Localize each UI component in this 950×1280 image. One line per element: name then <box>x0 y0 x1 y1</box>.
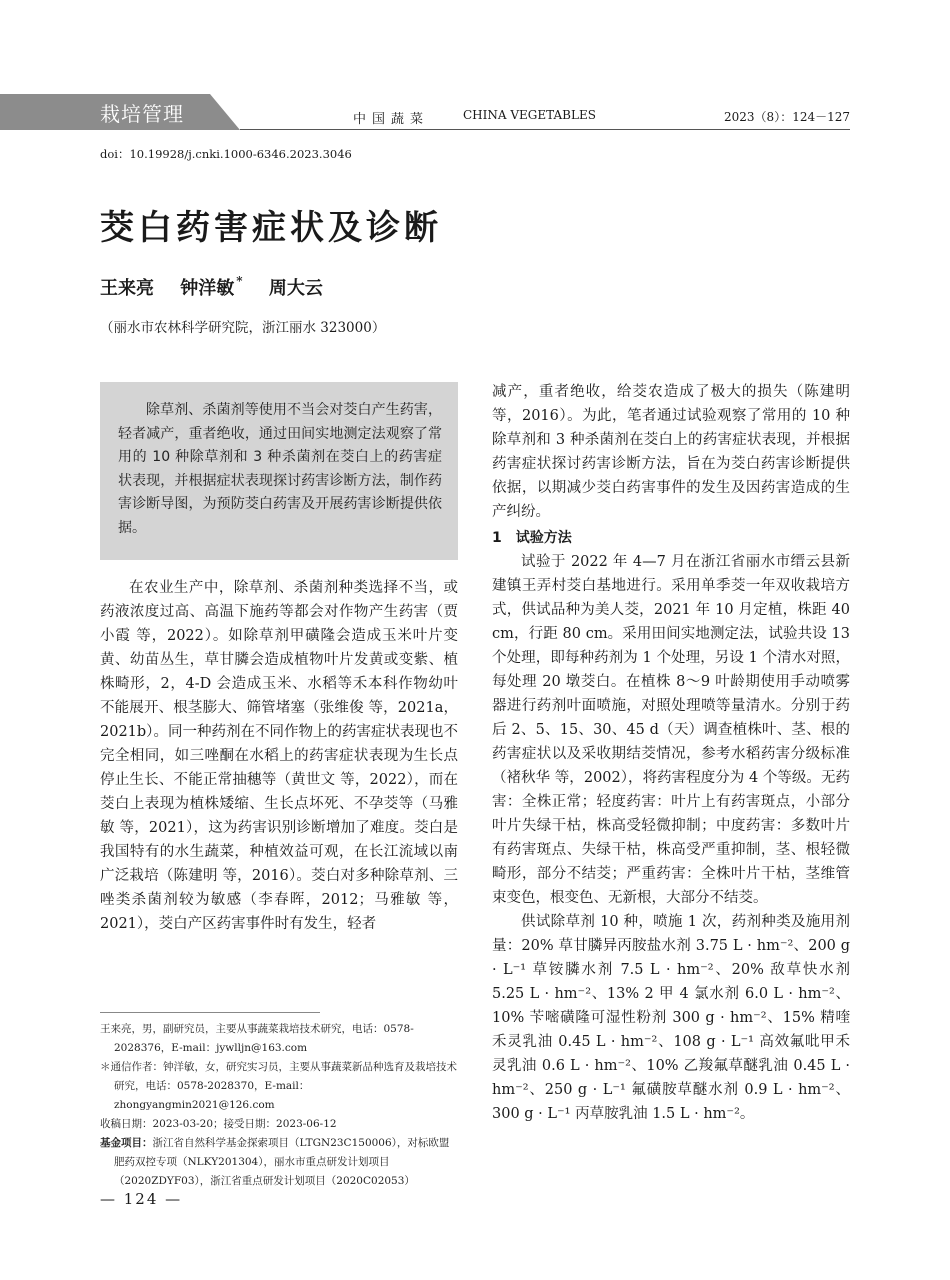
article-title: 茭白药害症状及诊断 <box>100 208 442 248</box>
header-rule <box>240 129 850 130</box>
issue-info: 2023（8）：124－127 <box>724 110 850 124</box>
journal-name-cn: 中国蔬菜 <box>353 112 430 127</box>
footnote-dates: 收稿日期：2023-03-20；接受日期：2023-06-12 <box>100 1118 337 1130</box>
author-list <box>100 274 343 300</box>
fund-label: 基金项目： <box>100 1137 153 1149</box>
section-label: 栽培管理 <box>100 102 184 126</box>
corresponding-prefix: ＊ <box>100 1061 111 1073</box>
left-column <box>100 576 458 936</box>
section-heading <box>492 526 850 550</box>
author-corresponding <box>180 274 243 299</box>
author: 王来亮 <box>100 278 154 299</box>
affiliation: （丽水市农林科学研究院，浙江丽水 323000） <box>100 320 386 336</box>
corresponding-text: 通信作者：钟洋敏，女，研究实习员，主要从事蔬菜新品种选育及栽培技术研究，电话：0578-2028370，E-mail：zhongyangmin2021@126.com <box>110 1061 457 1111</box>
journal-name-en: CHINA VEGETABLES <box>463 108 596 122</box>
author: 周大云 <box>268 278 323 299</box>
corresponding-mark: * <box>236 274 243 288</box>
footnote-corresponding <box>100 1058 458 1115</box>
footnotes <box>100 1020 458 1191</box>
intro-paragraph: 在农业生产中，除草剂、杀菌剂种类选择不当，或药液浓度过高、高温下施药等都会对作物产生药害（贾小霞 等，2022）。如除草剂甲磺隆会造成玉米叶片变黄、幼苗丛生，草甘膦会造成植物叶片发黄或变紫、植株畸形，2，4-D 会造成玉米、水稻等禾本科作物幼叶不能展开、根茎膨大、筛管堵塞（张维俊 等，2021a，2021b）。同一种药剂在不同作物上的药害症状表现也不完全相同，如三唑酮在水稻上的药害症状表现为生长点停止生长、不能正常抽穗等（黄世文 等，2022），而在茭白上表现为植株矮缩、生长点坏死、不孕茭等（马雅敏 等，2021），这为药害识别诊断增加了难度。茭白是我国特有的水生蔬菜，种植效益可观，在长江流域以南广泛栽培（陈建明 等，2016）。茭白对多种除草剂、三唑类杀菌剂较为敏感（李春晖，2012；马雅敏 等，2021），茭白产区药害事件时有发生，轻者 <box>100 580 458 932</box>
author-name: 钟洋敏 <box>180 278 235 299</box>
intro-continued: 减产，重者绝收，给茭农造成了极大的损失（陈建明 等，2016）。为此，笔者通过试验观察了常用的 10 种除草剂和 3 种杀菌剂在茭白上的药害症状表现，并根据药害症状探讨药害诊断方法，旨在为茭白药害诊断提供依据，以期减少茭白药害事件的发生及因药害造成的生产纠纷。 <box>492 384 850 520</box>
footnote-rule <box>100 1012 320 1013</box>
right-column <box>492 380 850 1126</box>
section-title: 试验方法 <box>515 530 572 546</box>
doi: doi：10.19928/j.cnki.1000-6346.2023.3046 <box>100 147 352 161</box>
method-paragraph: 试验于 2022 年 4—7 月在浙江省丽水市缙云县新建镇王弄村茭白基地进行。采用单季茭一年双收栽培方式，供试品种为美人茭，2021 年 10 月定植，株距 40 cm，行距 80 cm。采用田间实地测定法，试验共设 13 个处理，即每种药剂为 1 个处理，另设 1 个清水对照，每处理 20 墩茭白。在植株 8～9 叶龄期使用手动喷雾器进行药剂叶面喷施，对照处理喷等量清水。分别于药后 2、5、15、30、45 d（天）调查植株叶、茎、根的药害症状以及采收期结茭情况，参考水稻药害分级标准（褚秋华 等，2002），将药害程度分为 4 个等级。无药害：全株正常；轻度药害：叶片上有药害斑点，小部分叶片失绿干枯，株高受轻微抑制；中度药害：多数叶片有药害斑点、失绿干枯，株高受严重抑制，茎、根轻微畸形，部分不结茭；严重药害：全株叶片干枯，茎维管束变色，根变色、无新根，大部分不结茭。 <box>492 554 850 906</box>
fund-text: 浙江省自然科学基金探索项目（LTGN23C150006），对标欧盟肥药双控专项（NLKY201304），丽水市重点研发计划项目（2020ZDYF03），浙江省重点研发计划项目（2020C02053） <box>114 1137 450 1187</box>
abstract-box: 除草剂、杀菌剂等使用不当会对茭白产生药害，轻者减产，重者绝收，通过田间实地测定法观察了常用的 10 种除草剂和 3 种杀菌剂在茭白上的药害症状表现，并根据症状表现探讨药害诊断方法，制作药害诊断导图，为预防茭白药害及开展药害诊断提供依据。 <box>100 382 458 560</box>
page-number: — 124 — <box>100 1190 183 1208</box>
footnote-author: 王来亮，男，副研究员，主要从事蔬菜栽培技术研究，电话：0578-2028376，E-mail：jywlljn@163.com <box>100 1023 414 1054</box>
footnote-fund <box>100 1134 458 1191</box>
section-number: 1 <box>492 530 502 546</box>
herbicide-paragraph: 供试除草剂 10 种，喷施 1 次，药剂种类及施用剂量：20% 草甘膦异丙胺盐水剂 3.75 L · hm⁻²、200 g · L⁻¹ 草铵膦水剂 7.5 L · hm⁻²、20% 敌草快水剂 5.25 L · hm⁻²、13% 2 甲 4 氯水剂 6.0 L · hm⁻²、10% 苄嘧磺隆可湿性粉剂 300 g · hm⁻²、15% 精喹禾灵乳油 0.45 L · hm⁻²、108 g · L⁻¹ 高效氟吡甲禾灵乳油 0.6 L · hm⁻²、10% 乙羧氟草醚乳油 0.45 L · hm⁻²、250 g · L⁻¹ 氟磺胺草醚水剂 0.9 L · hm⁻²、300 g · L⁻¹ 丙草胺乳油 1.5 L · hm⁻²。 <box>492 914 850 1122</box>
